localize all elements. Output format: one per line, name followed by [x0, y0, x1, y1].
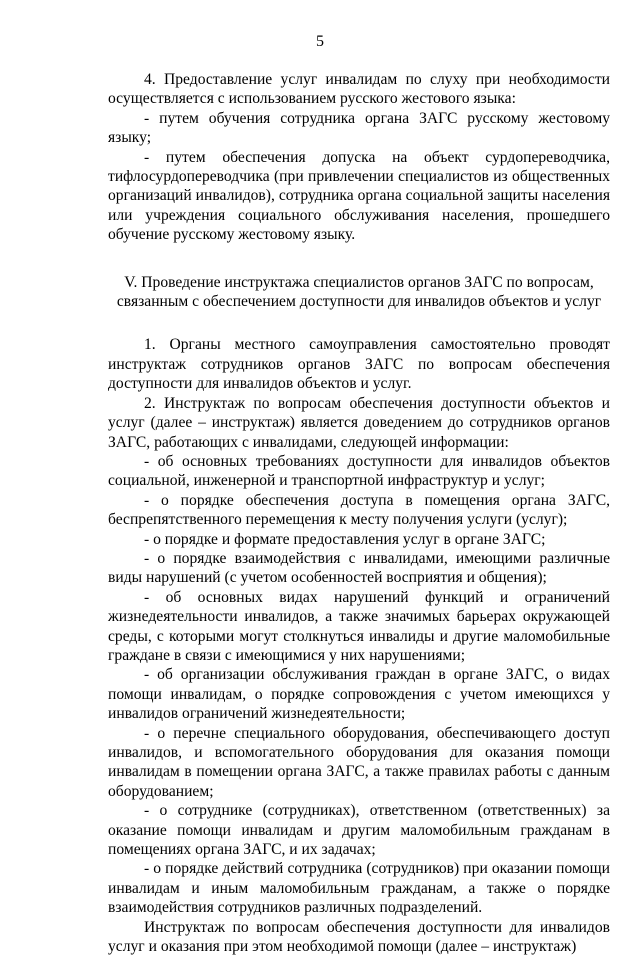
- list-item: - об основных требованиях доступности для инвалидов объектов социальной, инженерной и транспортной инфраструктур и услуг;: [108, 452, 610, 490]
- list-item: - о порядке взаимодействия с инвалидами, имеющими различные виды нарушений (с учетом особенностей восприятия и общения);: [108, 549, 610, 587]
- list-item: - об организации обслуживания граждан в органе ЗАГС, о видах помощи инвалидам, о порядке сопровождения с учетом имеющихся у инвалидов ограничений жизнедеятельности;: [108, 666, 610, 723]
- list-item: - об основных видах нарушений функций и ограничений жизнедеятельности инвалидов, а также значимых барьерах окружающей среды, с которыми могут столкнуться инвалиды и другие маломобильные граждане в связи с имеющимися у них нарушениями;: [108, 588, 610, 664]
- paragraph: - путем обеспечения допуска на объект сурдопереводчика, тифлосурдопереводчика (при привлечении специалистов из общественных организаций инвалидов), сотрудника органа социальной защиты населения или учреждения социального обслуживания населения, прошедшего обучение русскому жестовому языку.: [108, 148, 610, 244]
- paragraph: 1. Органы местного самоуправления самостоятельно проводят инструктаж сотрудников органов ЗАГС по вопросам обеспечения доступности для инвалидов объектов и услуг.: [108, 336, 610, 393]
- list-item: - о перечне специального оборудования, обеспечивающего доступ инвалидов, и вспомогательного оборудования для оказания помощи инвалидам в помещении органа ЗАГС, а также правилах работы с данным оборудованием;: [108, 724, 610, 800]
- paragraph: 2. Инструктаж по вопросам обеспечения доступности объектов и услуг (далее – инструктаж) является доведением до сотрудников органов ЗАГС, работающих с инвалидами, следующей информации:: [108, 394, 610, 451]
- document-body: [108, 70, 610, 956]
- page-number: 5: [316, 33, 324, 50]
- paragraph: - путем обучения сотрудника органа ЗАГС русскому жестовому языку;: [108, 109, 610, 147]
- list-item: - о порядке обеспечения доступа в помещения органа ЗАГС, беспрепятственного перемещения к месту получения услуги (услуг);: [108, 491, 610, 529]
- section-heading: V. Проведение инструктажа специалистов органов ЗАГС по вопросам, связанным с обеспечением доступности для инвалидов объектов и услуг: [116, 273, 602, 311]
- paragraph: 4. Предоставление услуг инвалидам по слуху при необходимости осуществляется с использованием русского жестового языка:: [108, 71, 610, 108]
- list-item: - о сотруднике (сотрудниках), ответственном (ответственных) за оказание помощи инвалидам и другим маломобильным гражданам в помещениях органа ЗАГС, и их задачах;: [108, 802, 610, 859]
- paragraph: Инструктаж по вопросам обеспечения доступности для инвалидов услуг и оказания при этом необходимой помощи (далее – инструктаж): [108, 918, 610, 956]
- list-item: - о порядке и формате предоставления услуг в органе ЗАГС;: [144, 530, 546, 548]
- list-item: - о порядке действий сотрудника (сотрудников) при оказании помощи инвалидам и иным маломобильным гражданам, а также о порядке взаимодействия сотрудников различных подразделений.: [108, 860, 610, 917]
